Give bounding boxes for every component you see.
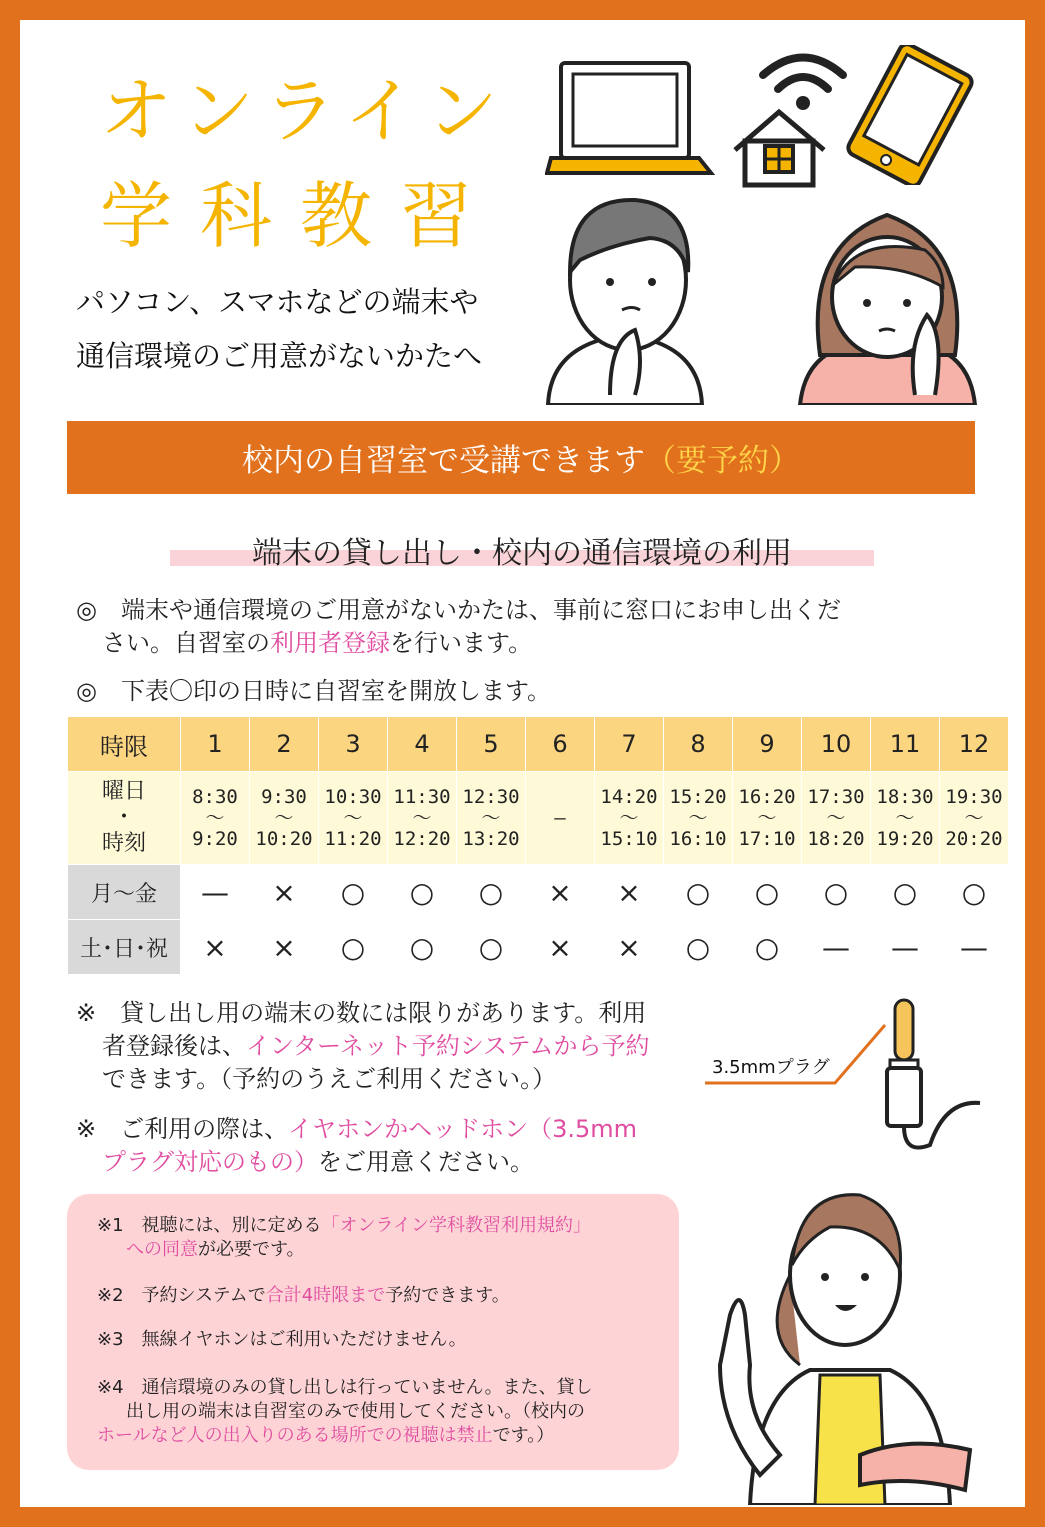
- para2-text: 下表〇印の日時に自習室を開放します。: [120, 677, 552, 705]
- time-start: 17:30: [807, 785, 865, 808]
- footnote1-pink-b: への同意: [126, 1239, 198, 1260]
- time-tilde: 〜: [826, 806, 846, 829]
- worried-woman-illustration: [795, 205, 980, 405]
- header-label: 時限: [68, 717, 181, 772]
- availability-cell: ○: [940, 865, 1009, 920]
- period-cell: 5: [457, 717, 526, 772]
- table-row-weekday: [68, 865, 1009, 920]
- paragraph-1: [76, 594, 936, 660]
- period-cell: 8: [664, 717, 733, 772]
- availability-cell: ○: [733, 865, 802, 920]
- time-tilde: 〜: [895, 806, 915, 829]
- plug-label: 3.5mmプラグ: [712, 1057, 830, 1078]
- footnote1-text-b: が必要です。: [198, 1239, 305, 1260]
- row-label: 土･日･祝: [68, 920, 181, 975]
- bullet-mark: ◎: [76, 596, 97, 624]
- time-start: 12:30: [462, 785, 520, 808]
- footnote2-text-a: 予約システムで: [141, 1285, 266, 1306]
- time-tilde: 〜: [964, 806, 984, 829]
- note1-text-a: 貸し出し用の端末の数には限りがあります。利用: [120, 999, 647, 1027]
- para1-text-b: さい。自習室の: [102, 629, 270, 657]
- footnote4-text-c: です。）: [492, 1425, 555, 1446]
- time-cell: [940, 772, 1009, 865]
- note-2: [76, 1113, 716, 1179]
- time-start: 9:30: [261, 785, 307, 808]
- time-label-dot: ・: [112, 805, 135, 830]
- note1-text-c: できます。（予約のうえご利用ください。）: [102, 1065, 557, 1093]
- note-1: [76, 997, 716, 1096]
- time-start: 16:20: [738, 785, 796, 808]
- availability-cell: ○: [733, 920, 802, 975]
- wifi-icon: [758, 45, 848, 115]
- availability-cell: ○: [388, 920, 457, 975]
- availability-cell: ○: [802, 865, 871, 920]
- time-end: 16:10: [669, 827, 727, 850]
- time-start: 8:30: [192, 785, 238, 808]
- time-tilde: 〜: [205, 806, 225, 829]
- period-cell: 7: [595, 717, 664, 772]
- footnote-3: [97, 1328, 657, 1352]
- footnote-1: [97, 1214, 657, 1262]
- period-cell: 9: [733, 717, 802, 772]
- time-cell: [526, 772, 595, 865]
- availability-cell: ×: [250, 920, 319, 975]
- time-end: 10:20: [255, 827, 313, 850]
- time-end: 11:20: [324, 827, 382, 850]
- house-icon: [732, 108, 827, 188]
- availability-cell: ○: [319, 920, 388, 975]
- note2-text-b: をご用意ください。: [318, 1148, 534, 1176]
- table-time-row: [68, 772, 1009, 865]
- note2-pink-b: プラグ対応のもの）: [102, 1148, 318, 1176]
- time-start: 19:30: [945, 785, 1003, 808]
- time-end: 18:20: [807, 827, 865, 850]
- bullet-mark: ◎: [76, 677, 97, 705]
- time-tilde: 〜: [481, 806, 501, 829]
- title-line-2: 学科教習: [100, 174, 501, 258]
- footnote1-pink-a: 「オンライン学科教習利用規約」: [321, 1215, 592, 1236]
- footnote3-text: 無線イヤホンはご利用いただけません。: [141, 1329, 467, 1350]
- time-tilde: 〜: [619, 806, 639, 829]
- para1-pink: 利用者登録: [270, 629, 390, 657]
- footnote4-pink: ホールなど人の出入りのある場所での視聴は禁止: [97, 1425, 493, 1446]
- time-start: 18:30: [876, 785, 934, 808]
- availability-cell: ×: [526, 920, 595, 975]
- table-header-row: [68, 717, 1009, 772]
- time-cell: [319, 772, 388, 865]
- time-cell: [250, 772, 319, 865]
- time-cell: [733, 772, 802, 865]
- period-cell: 1: [181, 717, 250, 772]
- schedule-table: [67, 716, 1009, 975]
- time-end: 20:20: [945, 827, 1003, 850]
- note-mark: ※: [76, 1115, 97, 1143]
- time-cell: [664, 772, 733, 865]
- availability-cell: ○: [871, 865, 940, 920]
- availability-cell: ○: [457, 865, 526, 920]
- row-label: 月〜金: [68, 865, 181, 920]
- time-label-a: 曜日: [101, 779, 146, 804]
- availability-cell: ○: [388, 865, 457, 920]
- availability-cell: ○: [664, 865, 733, 920]
- footnote1-text-a: 視聴には、別に定める: [141, 1215, 322, 1236]
- title-line-1: オンライン: [100, 69, 508, 153]
- para1-text-a: 端末や通信環境のご用意がないかたは、事前に窓口にお申し出くだ: [120, 596, 841, 624]
- availability-cell: ○: [457, 920, 526, 975]
- reservation-banner: [67, 421, 975, 494]
- note1-pink: インターネット予約システムから予約: [246, 1032, 650, 1060]
- section-title-text: 端末の貸し出し・校内の通信環境の利用: [252, 536, 792, 571]
- availability-cell: —: [871, 920, 940, 975]
- period-cell: 6: [526, 717, 595, 772]
- period-cell: 4: [388, 717, 457, 772]
- laptop-icon: [545, 55, 715, 180]
- availability-cell: ×: [526, 865, 595, 920]
- subtitle-line-1: パソコン、スマホなどの端末や: [76, 285, 479, 319]
- availability-cell: —: [940, 920, 1009, 975]
- period-cell: 2: [250, 717, 319, 772]
- period-cell: 10: [802, 717, 871, 772]
- footnote4-text-a: 通信環境のみの貸し出しは行っていません。また、貸し: [141, 1377, 593, 1398]
- time-cell: [181, 772, 250, 865]
- note2-text-a: ご利用の際は、: [120, 1115, 289, 1143]
- subtitle-line-2: 通信環境のご用意がないかたへ: [76, 339, 483, 373]
- time-tilde: 〜: [343, 806, 363, 829]
- table-row-weekend: [68, 920, 1009, 975]
- availability-cell: ×: [181, 920, 250, 975]
- period-cell: 3: [319, 717, 388, 772]
- note2-pink-a: イヤホンかヘッドホン（3.5mm: [288, 1115, 638, 1143]
- footnote-mark: ※1: [97, 1215, 124, 1236]
- banner-text: 校内の自習室で受講できます: [242, 443, 645, 479]
- availability-cell: ×: [595, 865, 664, 920]
- time-start: —: [554, 806, 566, 829]
- paragraph-2: [76, 675, 936, 708]
- time-start: 14:20: [600, 785, 658, 808]
- note1-text-b: 者登録後は、: [102, 1032, 246, 1060]
- time-start: 15:20: [669, 785, 727, 808]
- footnote2-pink: 合計4時限まで: [265, 1285, 386, 1306]
- pointing-teacher-illustration: [700, 1165, 985, 1505]
- time-tilde: 〜: [274, 806, 294, 829]
- tablet-icon: [845, 45, 975, 185]
- banner-highlight: （要予約）: [645, 443, 800, 479]
- time-cell: [595, 772, 664, 865]
- time-label-b: 時刻: [101, 831, 146, 856]
- footnote-mark: ※2: [97, 1285, 124, 1306]
- footnote-mark: ※3: [97, 1329, 124, 1350]
- time-start: 10:30: [324, 785, 382, 808]
- time-tilde: 〜: [757, 806, 777, 829]
- time-start: 11:30: [393, 785, 451, 808]
- availability-cell: ×: [595, 920, 664, 975]
- note-mark: ※: [76, 999, 97, 1027]
- availability-cell: ○: [664, 920, 733, 975]
- availability-cell: —: [802, 920, 871, 975]
- availability-cell: ○: [319, 865, 388, 920]
- footnote2-text-b: 予約できます。: [385, 1285, 510, 1306]
- time-label: [68, 772, 181, 865]
- footnote-mark: ※4: [97, 1377, 124, 1398]
- footnote-2: [97, 1284, 657, 1308]
- period-cell: 12: [940, 717, 1009, 772]
- earphone-plug-icon: [705, 995, 985, 1165]
- thinking-man-illustration: [540, 190, 710, 405]
- footnote4-text-b: 出し用の端末は自習室のみで使用してください。（校内の: [126, 1401, 585, 1422]
- time-end: 17:10: [738, 827, 796, 850]
- time-cell: [802, 772, 871, 865]
- footnote-4: [97, 1376, 657, 1448]
- time-end: 12:20: [393, 827, 451, 850]
- time-end: 15:10: [600, 827, 658, 850]
- time-cell: [871, 772, 940, 865]
- para1-text-c: を行います。: [390, 629, 533, 657]
- time-tilde: 〜: [412, 806, 432, 829]
- time-end: 19:20: [876, 827, 934, 850]
- availability-cell: —: [181, 865, 250, 920]
- time-cell: [457, 772, 526, 865]
- time-end: 13:20: [462, 827, 520, 850]
- availability-cell: ×: [250, 865, 319, 920]
- footnotes-box: [67, 1194, 679, 1470]
- period-cell: 11: [871, 717, 940, 772]
- time-end: 9:20: [192, 827, 238, 850]
- time-tilde: 〜: [688, 806, 708, 829]
- section-title: [170, 528, 874, 572]
- time-cell: [388, 772, 457, 865]
